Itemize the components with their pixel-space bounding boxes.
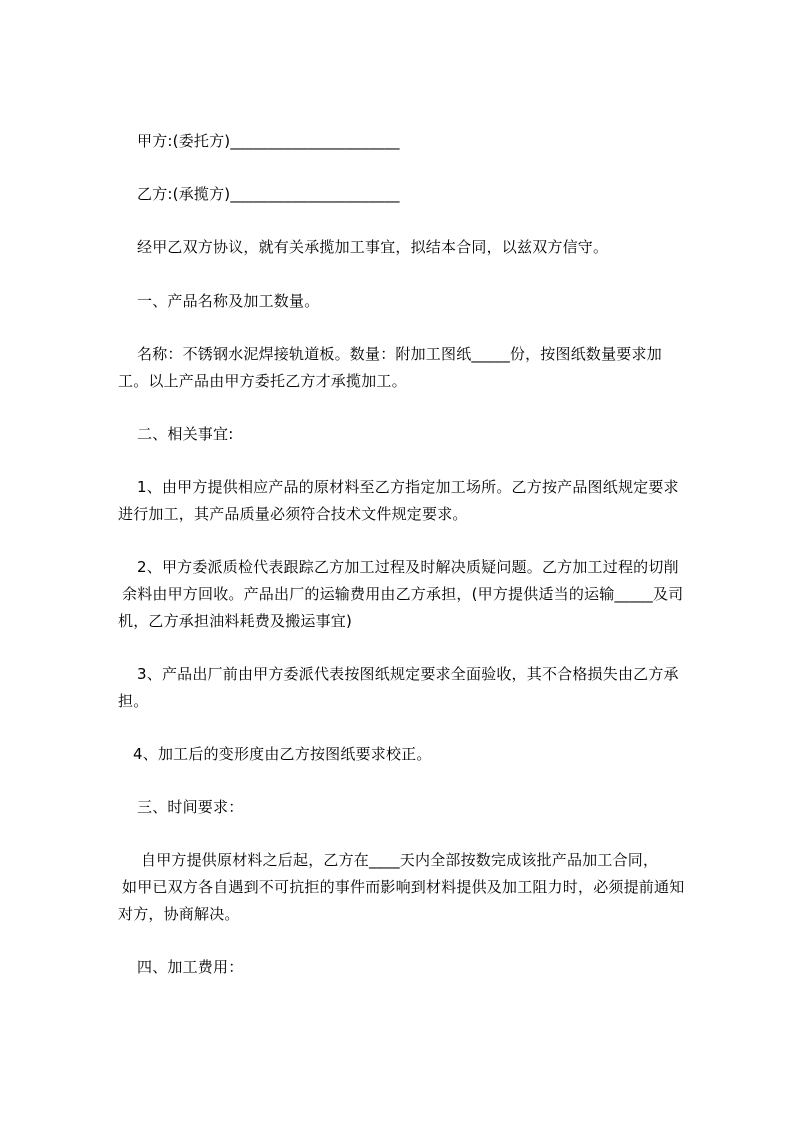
item-3-line-1: 3、产品出厂前由甲方委派代表按图纸规定要求全面验收，其不合格损失由乙方承 (137, 665, 679, 683)
section-heading-product: 一、产品名称及加工数量。 (137, 292, 320, 310)
party-a-line: 甲方:(委托方)______________________ (137, 132, 400, 150)
product-paragraph-line-1: 名称：不锈钢水泥焊接轨道板。数量：附加工图纸_____份，按图纸数量要求加 (137, 345, 662, 363)
item-2-line-1: 2、甲方委派质检代表跟踪乙方加工过程及时解决质疑问题。乙方加工过程的切削 (137, 558, 679, 576)
item-1-line-2: 进行加工，其产品质量必须符合技术文件规定要求。 (118, 505, 468, 523)
section-heading-matters: 二、相关事宜: (137, 425, 234, 443)
time-paragraph-line-1: 自甲方提供原材料之后起，乙方在____天内全部按数完成该批产品加工合同， (141, 851, 659, 869)
time-paragraph-line-3: 对方，协商解决。 (118, 905, 240, 923)
section-heading-fees: 四、加工费用： (137, 958, 244, 976)
item-3-line-2: 担。 (118, 692, 149, 710)
product-paragraph-line-2: 工。以上产品由甲方委托乙方才承揽加工。 (118, 372, 407, 390)
section-heading-time: 三、时间要求： (137, 798, 244, 816)
item-2-line-3: 机，乙方承担油料耗费及搬运事宜) (118, 612, 353, 630)
time-paragraph-line-2: 如甲已双方各自遇到不可抗拒的事件而影响到材料提供及加工阻力时，必须提前通知 (122, 878, 685, 896)
party-b-line: 乙方:(承揽方)______________________ (137, 185, 400, 203)
item-4-line: 4、加工后的变形度由乙方按图纸要求校正。 (133, 745, 432, 763)
item-1-line-1: 1、由甲方提供相应产品的原材料至乙方指定加工场所。乙方按产品图纸规定要求 (137, 478, 679, 496)
item-2-line-2: 余料由甲方回收。产品出厂的运输费用由乙方承担，(甲方提供适当的运输_____及司 (122, 585, 684, 603)
preamble-paragraph: 经甲乙双方协议，就有关承揽加工事宜，拟结本合同，以兹双方信守。 (137, 238, 609, 256)
